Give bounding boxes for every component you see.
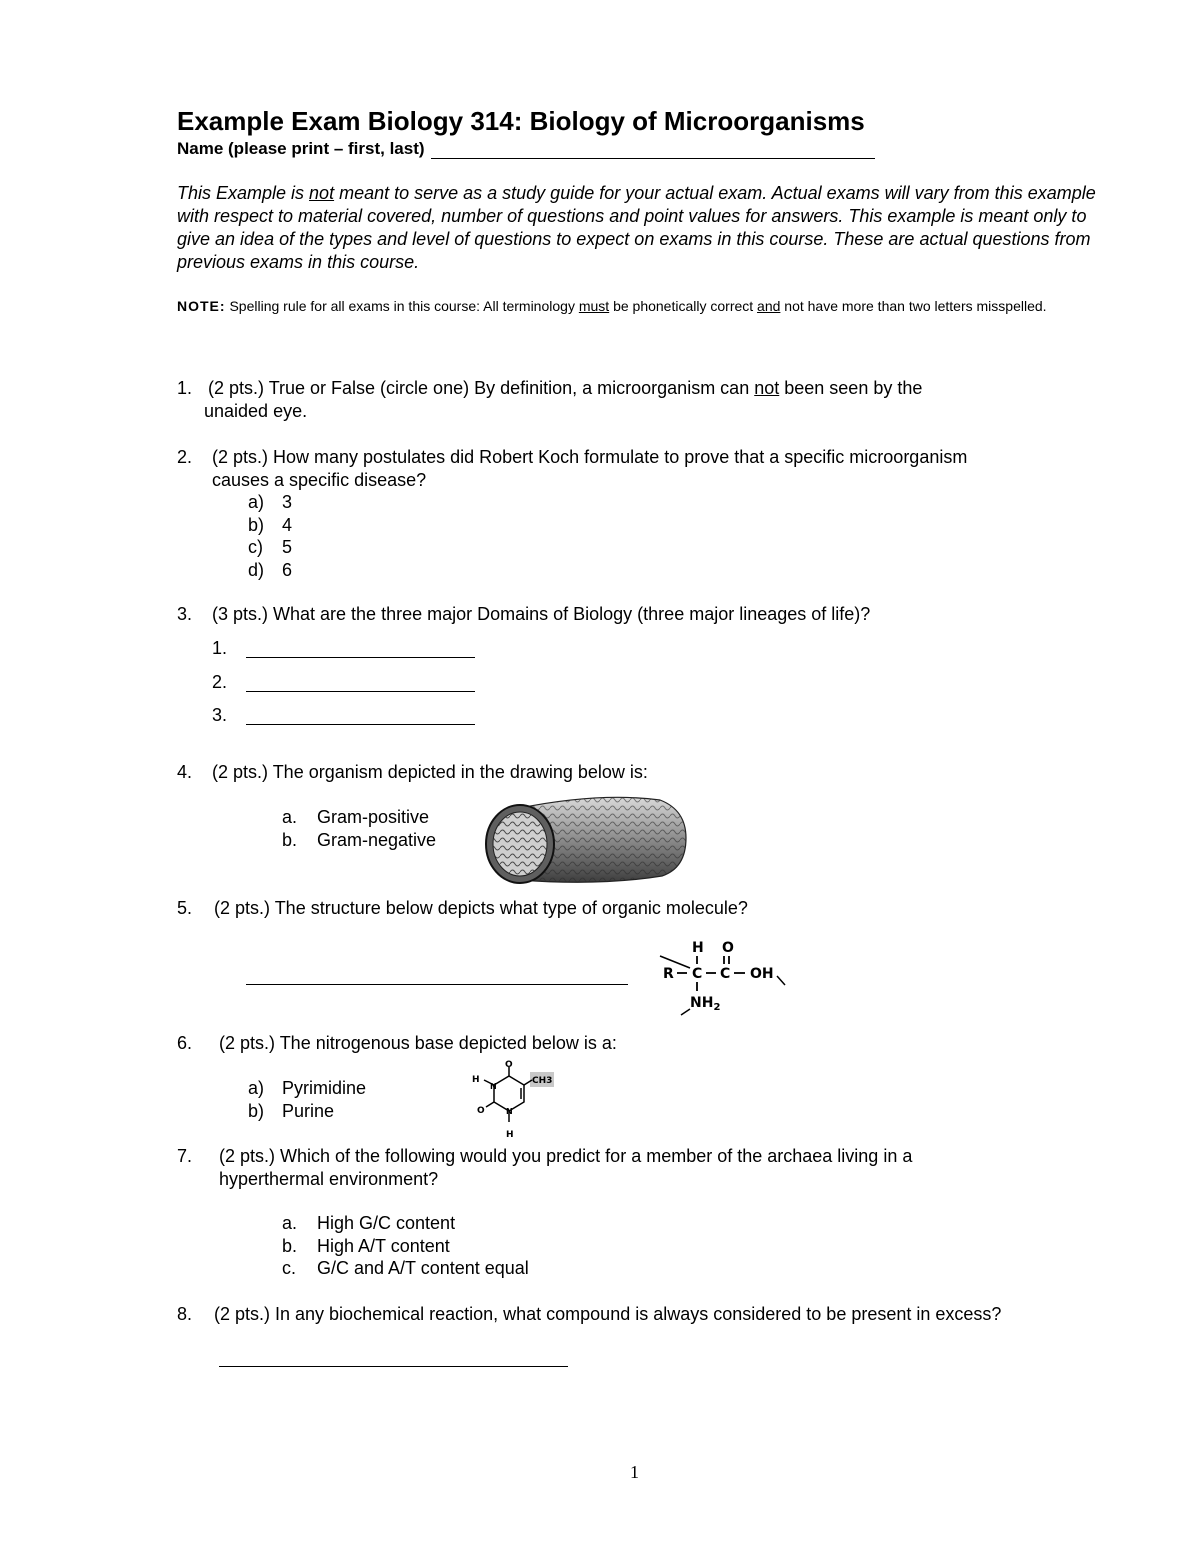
bond-c2-o bbox=[486, 1102, 494, 1107]
q7-option-text[interactable]: High A/T content bbox=[317, 1236, 450, 1256]
q6-option-label: a) bbox=[248, 1078, 265, 1098]
chem-nh-sub: 2 bbox=[713, 1002, 721, 1013]
q2-option-label: d) bbox=[248, 560, 265, 580]
note-and: and bbox=[757, 298, 781, 314]
q2-option-text[interactable]: 4 bbox=[282, 515, 293, 535]
chem-ch3: CH3 bbox=[532, 1076, 553, 1086]
q2-option-label: c) bbox=[248, 537, 263, 557]
q2-line-2: causes a specific disease? bbox=[212, 470, 427, 490]
chem-c2: C bbox=[720, 966, 731, 982]
chem-n3: N bbox=[490, 1082, 497, 1091]
q6-option-label: b) bbox=[248, 1101, 265, 1121]
note-label: NOTE: bbox=[177, 298, 226, 314]
intro-not: not bbox=[309, 183, 335, 203]
q2-option-label: b) bbox=[248, 515, 265, 535]
note-text-3: not have more than two letters misspelled. bbox=[780, 298, 1047, 314]
chem-r: R bbox=[663, 966, 674, 982]
intro-text-2: meant to serve as a study guide for your actual exam. Actual exams will vary from this example with respect to material covered, number of questions and point values for answers. This example is meant only to give an idea of the types and level of questions to expect on exams in this course. These are actual questions from previous exams in this course. bbox=[177, 183, 1096, 272]
note-text-1: Spelling rule for all exams in this course: All terminology bbox=[225, 298, 579, 314]
q2-option-text[interactable]: 6 bbox=[282, 560, 293, 580]
q4-option-text[interactable]: Gram-positive bbox=[317, 807, 430, 827]
bracket-mark bbox=[777, 976, 785, 985]
chem-n1: N bbox=[506, 1107, 513, 1116]
q2-option-text[interactable]: 3 bbox=[282, 492, 293, 512]
spelling-note bbox=[177, 297, 1097, 315]
q6-number: 6. bbox=[177, 1033, 193, 1053]
name-row bbox=[177, 139, 875, 159]
q1-text-a: (2 pts.) True or False (circle one) By definition, a microorganism can bbox=[208, 378, 755, 398]
q4-option-label: a. bbox=[282, 807, 298, 827]
chem-c1: C bbox=[692, 966, 703, 982]
note-must: must bbox=[578, 298, 610, 314]
q4-option-text[interactable]: Gram-negative bbox=[317, 830, 437, 850]
q3-text: (3 pts.) What are the three major Domains of Biology (three major lineages of life)? bbox=[212, 604, 871, 624]
page-number: 1 bbox=[630, 1462, 639, 1482]
q5-number: 5. bbox=[177, 898, 193, 918]
q2-number: 2. bbox=[177, 447, 193, 467]
q1-text-b: been seen by the bbox=[779, 378, 923, 398]
q5-text: (2 pts.) The structure below depicts what type of organic molecule? bbox=[214, 898, 748, 918]
chem-h: H bbox=[692, 940, 704, 956]
chem-oh: OH bbox=[750, 966, 774, 982]
q4-option-label: b. bbox=[282, 830, 298, 850]
q2-option-label: a) bbox=[248, 492, 265, 512]
q6-option-text[interactable]: Pyrimidine bbox=[282, 1078, 367, 1098]
q3-blank-number: 2. bbox=[212, 672, 228, 692]
q4-text: (2 pts.) The organism depicted in the drawing below is: bbox=[212, 762, 648, 782]
chem-o: O bbox=[722, 940, 734, 956]
chem-o-left: O bbox=[477, 1106, 485, 1116]
q1-number: 1. bbox=[177, 378, 193, 398]
q3-answer-line-3[interactable] bbox=[246, 724, 475, 725]
q1-line-1 bbox=[208, 377, 922, 400]
q7-number: 7. bbox=[177, 1146, 193, 1166]
q7-option-label: b. bbox=[282, 1236, 298, 1256]
q8-answer-line[interactable] bbox=[219, 1366, 568, 1367]
chem-nh bbox=[690, 995, 720, 1013]
chem-o-top: O bbox=[505, 1060, 513, 1070]
bracket-mark bbox=[681, 1009, 690, 1015]
q7-option-text[interactable]: High G/C content bbox=[317, 1213, 456, 1233]
note-text-2: be phonetically correct bbox=[609, 298, 758, 314]
q3-answer-line-1[interactable] bbox=[246, 657, 475, 658]
bacterium-cell-drawing bbox=[480, 788, 692, 890]
q7-option-text[interactable]: G/C and A/T content equal bbox=[317, 1258, 529, 1278]
q2-line-1: (2 pts.) How many postulates did Robert Koch formulate to prove that a specific microorganism bbox=[212, 447, 968, 467]
q3-number: 3. bbox=[177, 604, 193, 624]
q6-text: (2 pts.) The nitrogenous base depicted below is a: bbox=[219, 1033, 617, 1053]
q2-option-text[interactable]: 5 bbox=[282, 537, 293, 557]
exam-title: Example Exam Biology 314: Biology of Microorganisms bbox=[177, 106, 865, 136]
q7-line-1: (2 pts.) Which of the following would you predict for a member of the archaea living in a bbox=[219, 1146, 913, 1166]
thymine-structure bbox=[466, 1058, 558, 1142]
q5-answer-line[interactable] bbox=[246, 984, 628, 985]
amino-acid-structure bbox=[650, 935, 795, 1021]
q1-line-2: unaided eye. bbox=[204, 401, 308, 421]
q1-not: not bbox=[754, 378, 780, 398]
q4-number: 4. bbox=[177, 762, 193, 782]
name-input-line[interactable] bbox=[431, 141, 875, 159]
q7-line-2: hyperthermal environment? bbox=[219, 1169, 439, 1189]
q8-number: 8. bbox=[177, 1304, 193, 1324]
pyrimidine-ring bbox=[494, 1076, 524, 1111]
q6-option-text[interactable]: Purine bbox=[282, 1101, 335, 1121]
q7-option-label: a. bbox=[282, 1213, 298, 1233]
chem-nh-text: NH bbox=[690, 995, 714, 1011]
q3-blank-number: 3. bbox=[212, 705, 228, 725]
q3-answer-line-2[interactable] bbox=[246, 691, 475, 692]
q8-text: (2 pts.) In any biochemical reaction, what compound is always considered to be present in excess? bbox=[214, 1304, 1002, 1324]
q7-option-label: c. bbox=[282, 1258, 297, 1278]
intro-text-1: This Example is bbox=[177, 183, 310, 203]
intro-paragraph bbox=[177, 182, 1097, 274]
q3-blank-number: 1. bbox=[212, 638, 228, 658]
chem-h-bottom: H bbox=[506, 1130, 514, 1140]
name-label: Name (please print – first, last) bbox=[177, 139, 425, 158]
chem-h-left: H bbox=[472, 1075, 480, 1085]
